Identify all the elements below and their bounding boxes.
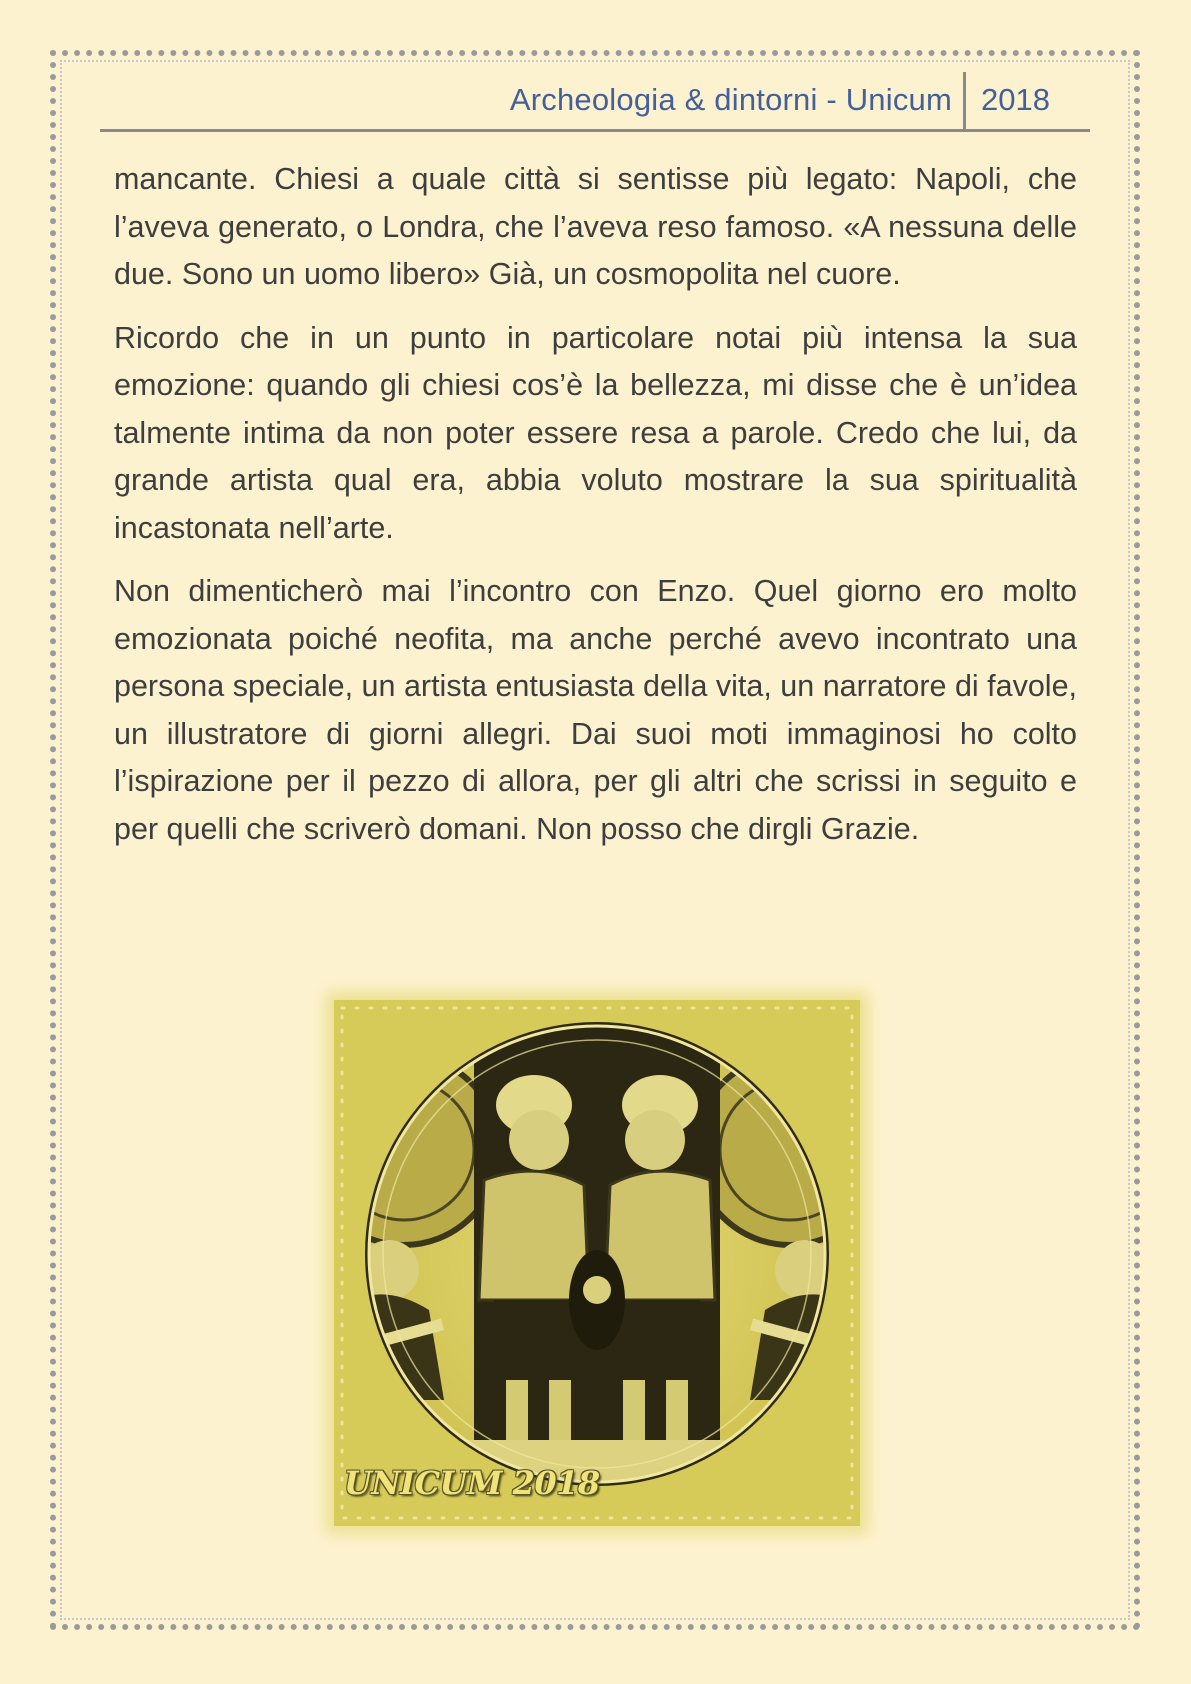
- header-rule: [100, 129, 1090, 132]
- medallion-scene: [334, 1000, 860, 1526]
- unicum-illustration: [334, 1000, 860, 1526]
- header-title: Archeologia & dintorni - Unicum: [509, 82, 952, 117]
- paragraph-2: Ricordo che in un punto in particolare notai più intensa la sua emozione: quando gli chiesi cos’è la bellezza, mi disse che è un’idea talmente intima da non poter essere resa a parole. Credo che lui, da grande artista qual era, abbia voluto mostrare la sua spiritualità incastonata nell’arte.: [114, 320, 1077, 545]
- figure-caption: UNICUM 2018: [344, 1464, 600, 1502]
- header-year: 2018: [981, 82, 1050, 117]
- article-body: [114, 156, 1077, 869]
- paragraph-1: mancante. Chiesi a quale città si sentisse più legato: Napoli, che l’aveva generato, o Londra, che l’aveva reso famoso. «A nessuna delle due. Sono un uomo libero» Già, un cosmopolita nel cuore.: [114, 162, 1077, 291]
- header-divider: [963, 72, 966, 132]
- page-header: [100, 76, 1090, 132]
- paragraph-3: Non dimenticherò mai l’incontro con Enzo. Quel giorno ero molto emozionata poiché neofita, ma anche perché avevo incontrato una persona speciale, un artista entusiasta della vita, un narratore di favole, un illustratore di giorni allegri. Dai suoi moti immaginosi ho colto l’ispirazione per il pezzo di allora, per gli altri che scrissi in seguito e per quelli che scriverò domani. Non posso che dirgli Grazie.: [114, 574, 1078, 846]
- illustration-artwork: [334, 1000, 860, 1526]
